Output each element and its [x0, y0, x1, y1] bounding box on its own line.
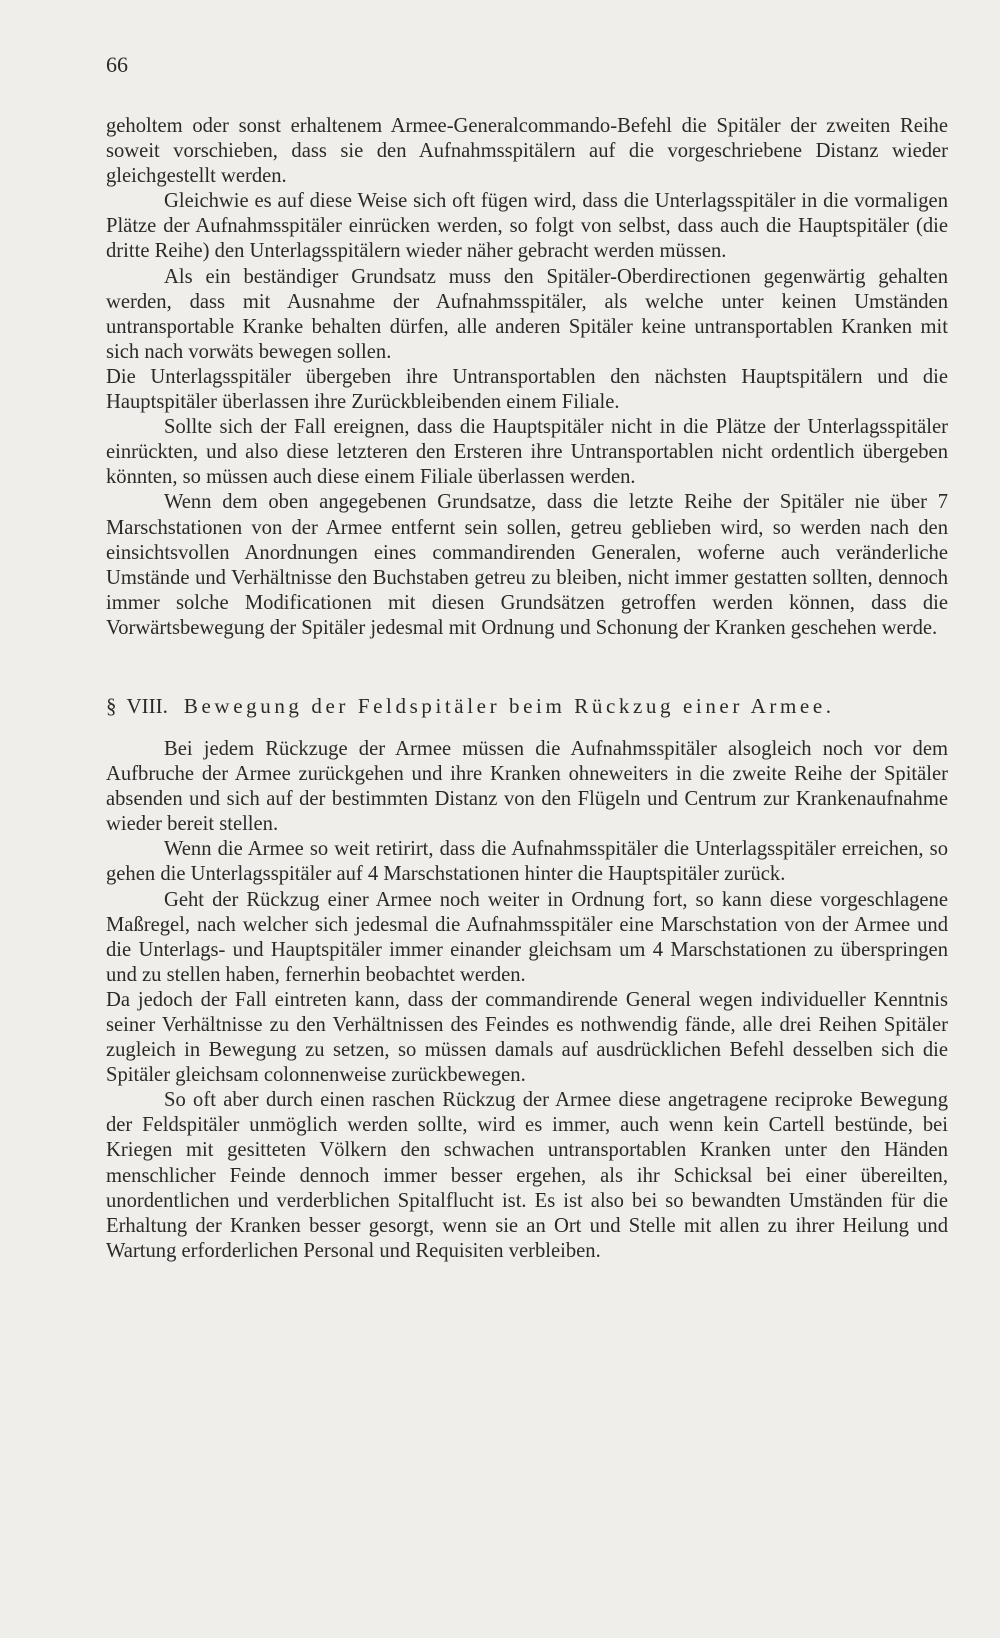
section-title: Bewegung der Feldspitäler beim Rückzug einer Armee. [183, 693, 835, 718]
paragraph: Wenn die Armee so weit retirirt, dass die Aufnahmsspitäler die Unterlagsspitäler erreichen, so gehen die Unterlagsspitäler auf 4 Marschstationen hinter die Hauptspitäler zurück. [106, 838, 948, 886]
paragraph: So oft aber durch einen raschen Rückzug der Armee diese angetragene reciproke Bewegung der Feldspitäler unmöglich werden sollte, wird es immer, auch wenn kein Cartell bestünde, bei Kriegen mit gesitteten Völkern den schwachen untransportablen Kranken unter den Händen menschlicher Feinde dennoch immer besser ergehen, als ihr Schicksal bei einer übereilten, unordentlichen und verderblichen Spitalflucht ist. Es ist also bei so bewandten Umständen für die Erhaltung der Kranken besser gesorgt, wenn sie an Ort und Stelle mit allen zu ihrer Heilung und Wartung erforderlichen Personal und Requisiten verbleiben. [106, 1089, 948, 1262]
section-heading [106, 693, 948, 719]
paragraph: Als ein beständiger Grundsatz muss den Spitäler-Oberdirectionen gegenwärtig gehalten werden, dass mit Ausnahme der Aufnahmsspitäler, als welche unter keinen Umständen untransportable Kranke behalten dürfen, alle anderen Spitäler keine untransportablen Kranken mit sich nach vorwäts bewegen sollen. [106, 265, 948, 363]
paragraph: Wenn dem oben angegebenen Grundsatze, dass die letzte Reihe der Spitäler nie über 7 Marschstationen von der Armee entfernt sein sollen, getreu geblieben wird, so werden nach den einsichtsvollen Anordnungen eines commandirenden Generalen, woferne auch veränderliche Umstände und Verhältnisse den Buchstaben getreu zu bleiben, nicht immer gestatten sollten, dennoch immer solche Modificationen mit diesen Grundsätzen getroffen werden können, dass die Vorwärtsbewegung der Spitäler jedesmal mit Ordnung und Schonung der Kranken geschehen werde. [106, 491, 948, 639]
section-number: VIII. [126, 693, 168, 718]
paragraph: Da jedoch der Fall eintreten kann, dass der commandirende General wegen individueller Kenntnis seiner Verhältnisse zu den Verhältnissen des Feindes es nothwendig fände, alle drei Reihen Spitäler zugleich in Bewegung zu setzen, so müssen damals auf ausdrücklichen Befehl desselben sich die Spitäler gleichsam colonnenweise zurückbewegen. [106, 988, 948, 1087]
page-number: 66 [106, 52, 128, 77]
paragraph: Sollte sich der Fall ereignen, dass die Hauptspitäler nicht in die Plätze der Unterlagsspitäler einrückten, und also diese letzteren den Ersteren ihre Untransportablen nicht ordentlich übergeben könnten, so müssen auch diese einem Filiale überlassen werden. [106, 416, 948, 489]
paragraph: Bei jedem Rückzuge der Armee müssen die Aufnahmsspitäler alsogleich noch vor dem Aufbruche der Armee zurückgehen und ihre Kranken ohneweiters in die zweite Reihe der Spitäler absenden und sich auf der bestimmten Distanz von den Flügeln und Centrum zur Krankenaufnahme wieder bereit stellen. [106, 737, 948, 836]
paragraph: Gleichwie es auf diese Weise sich oft fügen wird, dass die Unterlagsspitäler in die vormaligen Plätze der Aufnahmsspitäler einrücken werden, so folgt von selbst, dass auch die Hauptspitäler (die dritte Reihe) den Unterlagsspitälern wieder näher gebracht werden müssen. [106, 190, 948, 263]
paragraph: Die Unterlagsspitäler übergeben ihre Untransportablen den nächsten Hauptspitälern und die Hauptspitäler überlassen ihre Zurückbleibenden einem Filiale. [106, 365, 948, 414]
paragraph: Geht der Rückzug einer Armee noch weiter in Ordnung fort, so kann diese vorgeschlagene Maßregel, nach welcher sich jedesmal die Aufnahmsspitäler eine Marschstation von der Armee und die Unterlags- und Hauptspitäler immer einander gleichsam um 4 Marschstationen zu überspringen und zu stellen haben, fernerhin beobachtet werden. [106, 888, 948, 986]
section-symbol: § [106, 693, 117, 718]
paragraph: geholtem oder sonst erhaltenem Armee-Generalcommando-Befehl die Spitäler der zweiten Reihe soweit vorschieben, dass sie den Aufnahmsspitälern auf die vorgeschriebene Distanz wieder gleichgestellt werden. [106, 115, 948, 188]
